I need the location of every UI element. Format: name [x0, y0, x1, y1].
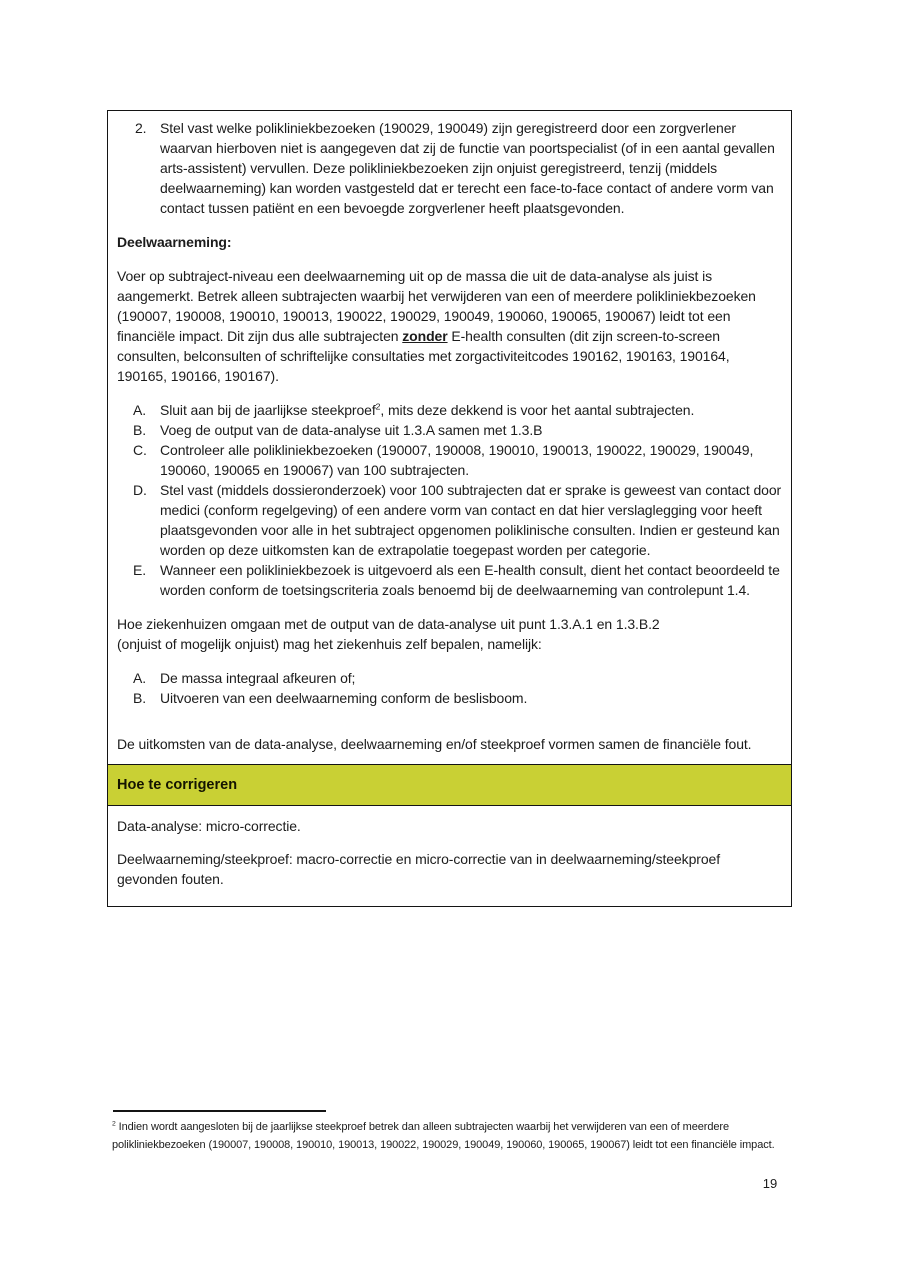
list-item-text: Stel vast (middels dossieronderzoek) voor 100 subtrajecten dat er sprake is geweest van contact door medici (conform regelgeving) of een andere vorm van contact en dat hier verslaglegging voor heeft plaatsgevonden voor alle in het subtraject opgenomen poliklinische consulten. Indien er gesteund kan worden op deze uitkomsten kan de extrapolatie toegepast worden per categorie. — [160, 482, 782, 558]
option-item-text: Uitvoeren van een deelwaarneming conform de beslisboom. — [160, 690, 528, 706]
deelwaarneming-heading: Deelwaarneming: — [117, 234, 232, 250]
list-item-marker: E. — [133, 562, 147, 578]
output-paragraph — [117, 614, 782, 654]
list-item-marker: B. — [133, 422, 147, 438]
step-a-text-pre: Sluit aan bij de jaarlijkse steekproef — [160, 402, 376, 418]
option-item-b — [117, 688, 782, 708]
correction-cell — [108, 806, 791, 906]
footnote-body: Indien wordt aangesloten bij de jaarlijkse steekproef betrek dan alleen subtrajecten waarbij het verwijderen van een of meerdere polikliniekbezoeken (190007, 190008, 190010, 190013, 190022, 190029, 190049, 190060, 190065, 190067) leidt tot een financiële impact. — [112, 1121, 775, 1151]
list-item-text: Voeg de output van de data-analyse uit 1.3.A samen met 1.3.B — [160, 422, 543, 438]
list-item-text: Wanneer een polikliniekbezoek is uitgevoerd als een E-health consult, dient het contact beoordeeld te worden conform de toetsingscriteria zoals benoemd bij de deelwaarneming van controlepunt 1.4. — [160, 562, 780, 598]
options-list — [117, 668, 782, 708]
correction-paragraph-1: Data-analyse: micro-correctie. — [117, 818, 301, 834]
deelwaarneming-text-before: Voer op subtraject-niveau een deelwaarneming uit op de massa die uit de data-analyse als juist is aangemerkt. Betrek alleen subtrajecten waarbij het verwijderen van een of meerdere polikliniekbezoeken (190007, 190008, 190010, 190013, 190022, 190029, 190049, 190060, 190065, 190067) leidt tot een financiële impact. Dit zijn dus alle subtrajecten — [117, 268, 756, 344]
footnote-separator — [113, 1110, 326, 1112]
option-item-marker: B. — [133, 690, 147, 706]
page-number: 19 — [762, 1176, 778, 1191]
deelwaarneming-paragraph — [117, 266, 782, 386]
numbered-item-2 — [117, 118, 782, 218]
list-item-d — [117, 480, 782, 560]
list-item-c — [117, 440, 782, 480]
footnote-reference: 2 — [375, 401, 381, 412]
numbered-item-marker: 2. — [135, 120, 147, 136]
correction-section-header: Hoe te corrigeren — [108, 764, 791, 806]
list-item-b — [117, 420, 782, 440]
output-paragraph-line2: (onjuist of mogelijk onjuist) mag het ziekenhuis zelf bepalen, namelijk: — [117, 636, 542, 652]
footnote-number: 2 — [112, 1120, 116, 1128]
correction-paragraph-2: Deelwaarneming/steekproef: macro-correctie en micro-correctie van in deelwaarneming/steekproef gevonden fouten. — [117, 851, 720, 887]
footnote-text — [112, 1119, 792, 1154]
option-item-a — [117, 668, 782, 688]
numbered-item-text: Stel vast welke polikliniekbezoeken (190029, 190049) zijn geregistreerd door een zorgverlener waarvan hierboven niet is aangegeven dat zij de functie van poortspecialist (of in een aantal gevallen arts-assistent) vervullen. Deze polikliniekbezoeken zijn onjuist geregistreerd, tenzij (middels deelwaarneming) kan worden vastgesteld dat er terecht een face-to-face contact of andere vorm van contact tussen patiënt en een bevoegde zorgverlener heeft plaatsgevonden. — [160, 120, 775, 216]
list-item-text: Controleer alle polikliniekbezoeken (190007, 190008, 190010, 190013, 190022, 190029, 190049, 190060, 190065 en 190067) van 100 subtrajecten. — [160, 442, 754, 478]
list-item-e — [117, 560, 782, 600]
list-item-marker: A. — [133, 402, 147, 418]
list-item-a — [117, 400, 782, 420]
underlined-word-zonder: zonder — [402, 328, 448, 344]
steps-list — [117, 400, 782, 600]
list-item-text — [160, 400, 782, 420]
control-description-cell — [108, 111, 791, 764]
list-item-marker: D. — [133, 482, 147, 498]
output-paragraph-line1: Hoe ziekenhuizen omgaan met de output van de data-analyse uit punt 1.3.A.1 en 1.3.B.2 — [117, 616, 660, 632]
option-item-text: De massa integraal afkeuren of; — [160, 670, 356, 686]
list-item-marker: C. — [133, 442, 147, 458]
step-a-text-post: , mits deze dekkend is voor het aantal subtrajecten. — [380, 402, 695, 418]
option-item-marker: A. — [133, 670, 147, 686]
control-description-table — [107, 110, 792, 907]
deelwaarneming-text-after: E-health consulten (dit zijn screen-to-screen consulten, belconsulten of schriftelijke consultaties met zorgactiviteitcodes 190162, 190163, 190164, 190165, 190166, 190167). — [117, 328, 730, 384]
result-paragraph: De uitkomsten van de data-analyse, deelwaarneming en/of steekproef vormen samen de financiële fout. — [117, 736, 752, 752]
